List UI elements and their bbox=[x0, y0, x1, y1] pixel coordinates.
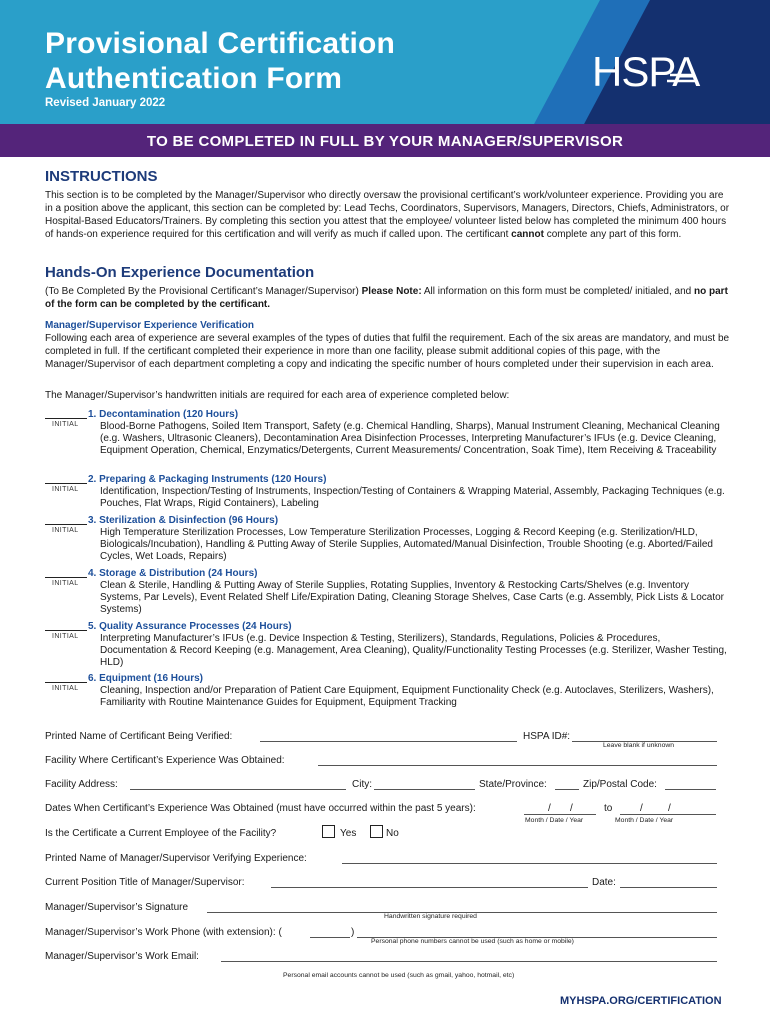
initial-label: INITIAL bbox=[52, 527, 79, 534]
instructions-text: This section is to be completed by the Manager/Supervisor who directly oversaw the provisional certificant’s work/volunteer experience. Providing you are in a position above the applicant, this section can be completed by: Lead Techs, Coordinators, Supervisors, Managers, Directors, Chiefs, Administrators, or Hospital-Based Educators/Trainers. By completing this section you attest that the employee/ volunteer listed below has completed the minimum 400 hours of hands-on experience required for this certification and will verify as much if called upon. The certificant bbox=[45, 190, 730, 240]
instructions-paragraph bbox=[45, 189, 730, 241]
date-range-to: to bbox=[604, 803, 613, 814]
area-description: Blood-Borne Pathogens, Soiled Item Transport, Safety (e.g. Chemical Handling, Sharps), Manual Instrument Cleaning, Mechanical Cleaning (e.g. Washers, Ultrasonic Cleaners), Decontamination Area Disinfection Processes, Interpreting Manufacturer’s IFUs (e.g. Device Cleaning, Equipment Operation, Chemical, Enzymatics/Detergents, Current Measurements/ Concentration, Soak Time), Item Receiving & Traceability bbox=[100, 421, 720, 456]
initial-field[interactable] bbox=[45, 682, 87, 683]
form-title bbox=[45, 26, 395, 96]
end-date-slash-1: / bbox=[640, 803, 643, 814]
area-title: 3. Sterilization & Disinfection (96 Hours) bbox=[88, 515, 279, 526]
start-date-slash-2: / bbox=[570, 803, 573, 814]
header bbox=[0, 0, 770, 124]
end-date-slash-2: / bbox=[668, 803, 671, 814]
start-date-format: Month / Date / Year bbox=[525, 817, 584, 824]
title-line-1: Provisional Certification bbox=[45, 27, 396, 60]
initial-field[interactable] bbox=[45, 577, 87, 578]
signature-note: Handwritten signature required bbox=[384, 913, 477, 920]
manager-title-field[interactable] bbox=[271, 887, 588, 888]
footer-url[interactable]: MYHSPA.ORG/CERTIFICATION bbox=[560, 995, 722, 1007]
hands-on-intro-text: (To Be Completed By the Provisional Certificant’s Manager/Supervisor) bbox=[45, 286, 362, 297]
date-label: Date: bbox=[592, 877, 616, 888]
initial-label: INITIAL bbox=[52, 685, 79, 692]
initial-label: INITIAL bbox=[52, 421, 79, 428]
end-date-field[interactable] bbox=[620, 814, 716, 815]
verification-heading: Manager/Supervisor Experience Verification bbox=[45, 320, 254, 331]
area-description: Interpreting Manufacturer’s IFUs (e.g. Device Inspection & Testing, Sterilizers), Standards, Regulations, Policies & Procedures, Documentation & Record Keeping (e.g. Management, Area Cleaning), Quality/Functionality Testing Processes (e.g. Sterilizer, Washer Testing, HLD) bbox=[100, 633, 727, 668]
title-line-2: Authentication Form bbox=[45, 62, 343, 95]
instructions-heading: INSTRUCTIONS bbox=[45, 168, 158, 185]
dates-label: Dates When Certificant’s Experience Was Obtained (must have occurred within the past 5 years): bbox=[45, 803, 476, 814]
no-part-note: no part of the form can be completed by the certificant. bbox=[45, 286, 728, 310]
state-field[interactable] bbox=[555, 789, 579, 790]
area-description: High Temperature Sterilization Processes, Low Temperature Sterilization Processes, Logging & Record Keeping (e.g. Sterilization/HLD, Biologicals/Incubation), Handling & Putting Away of Sterile Supplies, Automated/Manual Disinfection, Trouble Shooting (e.g. Aborted/Failed Cycles, Wet Loads, Repairs) bbox=[100, 527, 713, 562]
yes-label: Yes bbox=[340, 828, 357, 839]
manager-name-field[interactable] bbox=[342, 863, 717, 864]
email-note: Personal email accounts cannot be used (such as gmail, yahoo, hotmail, etc) bbox=[283, 972, 515, 979]
instructions-cannot: cannot bbox=[511, 229, 544, 240]
initial-field[interactable] bbox=[45, 418, 87, 419]
manager-email-label: Manager/Supervisor’s Work Email: bbox=[45, 951, 199, 962]
facility-address-field[interactable] bbox=[130, 789, 346, 790]
area-title: 2. Preparing & Packaging Instruments (120 Hours) bbox=[88, 474, 327, 485]
zip-label: Zip/Postal Code: bbox=[583, 779, 657, 790]
revised-date: Revised January 2022 bbox=[45, 97, 166, 109]
initial-label: INITIAL bbox=[52, 633, 79, 640]
verification-text: Following each area of experience are several examples of the types of duties that fulfil the requirement. Each of the six areas are mandatory, and must be completed in full. If the certificant completed their experience in more than one facility, please submit additional copies of this page, with the Manager/Supervisor of each department completing a copy and indicating the specific number of hours completed under their supervision in each area. bbox=[45, 333, 730, 370]
initial-field[interactable] bbox=[45, 524, 87, 525]
area-title: 1. Decontamination (120 Hours) bbox=[88, 409, 239, 420]
area-title: 4. Storage & Distribution (24 Hours) bbox=[88, 568, 258, 579]
hspa-id-note: Leave blank if unknown bbox=[603, 742, 675, 749]
printed-name-label: Printed Name of Certificant Being Verified: bbox=[45, 731, 233, 742]
facility-address-label: Facility Address: bbox=[45, 779, 118, 790]
initial-label: INITIAL bbox=[52, 486, 79, 493]
logo-text: HSPA bbox=[592, 48, 700, 94]
initial-field[interactable] bbox=[45, 630, 87, 631]
city-field[interactable] bbox=[374, 789, 475, 790]
manager-email-field[interactable] bbox=[221, 961, 717, 962]
end-date-format: Month / Date / Year bbox=[615, 817, 674, 824]
start-date-field[interactable] bbox=[524, 814, 596, 815]
hands-on-intro bbox=[45, 285, 730, 311]
facility-label: Facility Where Certificant’s Experience Was Obtained: bbox=[45, 755, 285, 766]
phone-note: Personal phone numbers cannot be used (such as home or mobile) bbox=[371, 938, 574, 945]
yes-checkbox[interactable] bbox=[322, 825, 335, 838]
initials-note: The Manager/Supervisor’s handwritten initials are required for each area of experience completed below: bbox=[45, 390, 510, 401]
manager-phone-label: Manager/Supervisor’s Work Phone (with extension): ( bbox=[45, 927, 282, 938]
hands-on-intro-mid: All information on this form must be completed/ initialed, and bbox=[421, 286, 695, 297]
completion-banner: TO BE COMPLETED IN FULL BY YOUR MANAGER/SUPERVISOR bbox=[0, 124, 770, 157]
city-label: City: bbox=[352, 779, 372, 790]
manager-title-label: Current Position Title of Manager/Supervisor: bbox=[45, 877, 245, 888]
no-checkbox[interactable] bbox=[370, 825, 383, 838]
hspa-id-label: HSPA ID#: bbox=[523, 731, 571, 742]
printed-name-field[interactable] bbox=[260, 741, 517, 742]
area-description: Identification, Inspection/Testing of Instruments, Inspection/Testing of Containers & Wrapping Material, Assembly, Packaging Techniques (e.g. Pouches, Flat Wraps, Rigid Containers), Labeling bbox=[100, 486, 725, 509]
start-date-slash-1: / bbox=[548, 803, 551, 814]
zip-field[interactable] bbox=[665, 789, 716, 790]
manager-signature-label: Manager/Supervisor’s Signature bbox=[45, 902, 189, 913]
please-note: Please Note: bbox=[361, 286, 422, 297]
manager-name-label: Printed Name of Manager/Supervisor Verifying Experience: bbox=[45, 853, 307, 864]
no-label: No bbox=[386, 828, 399, 839]
hands-on-heading: Hands-On Experience Documentation bbox=[45, 264, 315, 281]
current-employee-label: Is the Certificate a Current Employee of the Facility? bbox=[45, 828, 277, 839]
area-title: 6. Equipment (16 Hours) bbox=[88, 673, 204, 684]
initial-field[interactable] bbox=[45, 483, 87, 484]
area-description: Clean & Sterile, Handling & Putting Away of Sterile Supplies, Rotating Supplies, Inventory & Restocking Carts/Shelves (e.g. Inventory Systems, Par Levels), Event Related Shelf Life/Expiration Dating, Cleaning Storage Shelves, Case Carts (e.g. Assembly, Pick Lists & Locator Systems) bbox=[100, 580, 724, 615]
instructions-text-end: complete any part of this form. bbox=[543, 229, 682, 240]
date-field[interactable] bbox=[620, 887, 717, 888]
hspa-logo bbox=[592, 48, 702, 94]
state-label: State/Province: bbox=[479, 779, 547, 790]
facility-field[interactable] bbox=[318, 765, 717, 766]
area-description: Cleaning, Inspection and/or Preparation of Patient Care Equipment, Equipment Functionality Check (e.g. Autoclaves, Sterilizers, Washers), Familiarity with Routine Maintenance Guides for Equipment, Equipment Tracking bbox=[100, 685, 714, 708]
phone-close-paren: ) bbox=[351, 927, 355, 938]
area-title: 5. Quality Assurance Processes (24 Hours) bbox=[88, 621, 292, 632]
phone-extension-field[interactable] bbox=[310, 937, 350, 938]
initial-label: INITIAL bbox=[52, 580, 79, 587]
